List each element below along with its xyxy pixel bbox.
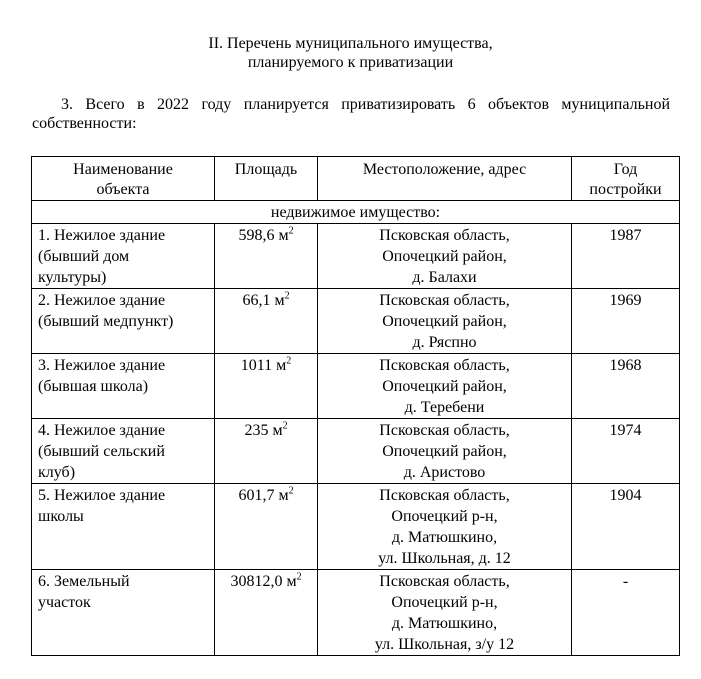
cell-address (318, 224, 572, 289)
header-year-line-1: Год (613, 161, 638, 178)
cell-address-line: Опочецкий р-н, (391, 508, 498, 525)
table-header-row (32, 157, 680, 201)
cell-address-line: ул. Школьная, з/у 12 (374, 636, 515, 653)
cell-area (215, 289, 318, 354)
cell-area (215, 354, 318, 419)
cell-area-unit: м (278, 487, 289, 504)
section-label: недвижимое имущество: (32, 201, 680, 224)
cell-area (215, 484, 318, 570)
cell-area-value: 1011 (240, 357, 273, 374)
cell-address (318, 419, 572, 484)
cell-area-value: 66,1 (242, 292, 271, 309)
cell-area-unit: м (272, 422, 283, 439)
cell-name-line: 6. Земельный (38, 573, 130, 590)
cell-name-line: 3. Нежилое здание (38, 357, 166, 374)
cell-area-unit-sup: 2 (286, 355, 292, 367)
cell-address-line: Опочецкий район, (382, 378, 507, 395)
cell-address-line: Опочецкий р-н, (391, 594, 498, 611)
cell-name-line: (бывший сельский (38, 443, 165, 460)
cell-name (32, 289, 215, 354)
cell-year: 1974 (572, 419, 680, 484)
header-year-line-2: постройки (589, 181, 662, 198)
cell-name (32, 570, 215, 656)
header-name (32, 157, 215, 201)
intro-paragraph: 3. Всего в 2022 году планируется приватизировать 6 объектов муниципальной собственности: (32, 96, 670, 132)
cell-name-line: (бывший дом (38, 248, 130, 265)
cell-name (32, 224, 215, 289)
cell-address-line: Псковская область, (379, 227, 510, 244)
cell-address-line: д. Теребени (404, 399, 485, 416)
cell-year: 1987 (572, 224, 680, 289)
header-year (572, 157, 680, 201)
cell-year: - (572, 570, 680, 656)
cell-address-line: Псковская область, (379, 487, 510, 504)
cell-area (215, 419, 318, 484)
cell-area-unit-sup: 2 (284, 290, 290, 302)
cell-address-line: д. Матюшкино, (391, 529, 498, 546)
cell-address-line: д. Матюшкино, (391, 615, 498, 632)
cell-year: 1904 (572, 484, 680, 570)
cell-address-line: д. Аристово (403, 464, 486, 481)
cell-address (318, 289, 572, 354)
cell-area-unit: м (278, 227, 289, 244)
cell-name-line: 4. Нежилое здание (38, 422, 166, 439)
cell-name-line: участок (38, 594, 91, 611)
table-row (32, 570, 680, 656)
header-name-line-1: Наименование (73, 161, 173, 178)
cell-name-line: школы (38, 508, 84, 525)
cell-area-unit-sup: 2 (288, 485, 294, 497)
cell-name-line: 2. Нежилое здание (38, 292, 166, 309)
property-table (31, 156, 680, 656)
cell-area-unit-sup: 2 (282, 420, 288, 432)
cell-name-line: (бывший медпункт) (38, 313, 174, 330)
cell-year: 1968 (572, 354, 680, 419)
cell-area (215, 570, 318, 656)
cell-name-line: 1. Нежилое здание (38, 227, 166, 244)
cell-name-line: клуб) (38, 464, 76, 481)
cell-address-line: Псковская область, (379, 422, 510, 439)
cell-area-unit: м (286, 573, 297, 590)
table-row (32, 289, 680, 354)
cell-address-line: Псковская область, (379, 573, 510, 590)
cell-area-unit-sup: 2 (296, 571, 302, 583)
cell-address (318, 570, 572, 656)
table-body (32, 201, 680, 656)
cell-area-unit-sup: 2 (288, 225, 294, 237)
cell-year: 1969 (572, 289, 680, 354)
section-heading (0, 34, 701, 72)
table-row (32, 484, 680, 570)
cell-area-value: 601,7 (238, 487, 275, 504)
header-name-line-2: объекта (96, 181, 150, 198)
cell-address-line: Псковская область, (379, 357, 510, 374)
cell-address (318, 354, 572, 419)
cell-address-line: Псковская область, (379, 292, 510, 309)
cell-area-value: 598,6 (238, 227, 275, 244)
heading-line-2: планируемого к приватизации (247, 54, 454, 71)
cell-address-line: Опочецкий район, (382, 443, 507, 460)
cell-address (318, 484, 572, 570)
header-area: Площадь (215, 157, 318, 201)
cell-name (32, 484, 215, 570)
cell-area-unit: м (276, 357, 287, 374)
cell-name (32, 419, 215, 484)
cell-address-line: Опочецкий район, (382, 248, 507, 265)
cell-address-line: д. Балахи (412, 269, 477, 286)
heading-line-1: II. Перечень муниципального имущества, (208, 35, 493, 52)
cell-area-unit: м (274, 292, 285, 309)
table-row (32, 354, 680, 419)
cell-name-line: культуры) (38, 269, 107, 286)
cell-address-line: Опочецкий район, (382, 313, 507, 330)
cell-area-value: 235 (244, 422, 269, 439)
cell-name-line: (бывшая школа) (38, 378, 149, 395)
header-address: Местоположение, адрес (318, 157, 572, 201)
cell-address-line: д. Ряспно (412, 334, 477, 351)
cell-area (215, 224, 318, 289)
cell-name-line: 5. Нежилое здание (38, 487, 166, 504)
table-row (32, 224, 680, 289)
section-row (32, 201, 680, 224)
cell-area-value: 30812,0 (230, 573, 283, 590)
cell-name (32, 354, 215, 419)
table-row (32, 419, 680, 484)
cell-address-line: ул. Школьная, д. 12 (378, 550, 511, 567)
